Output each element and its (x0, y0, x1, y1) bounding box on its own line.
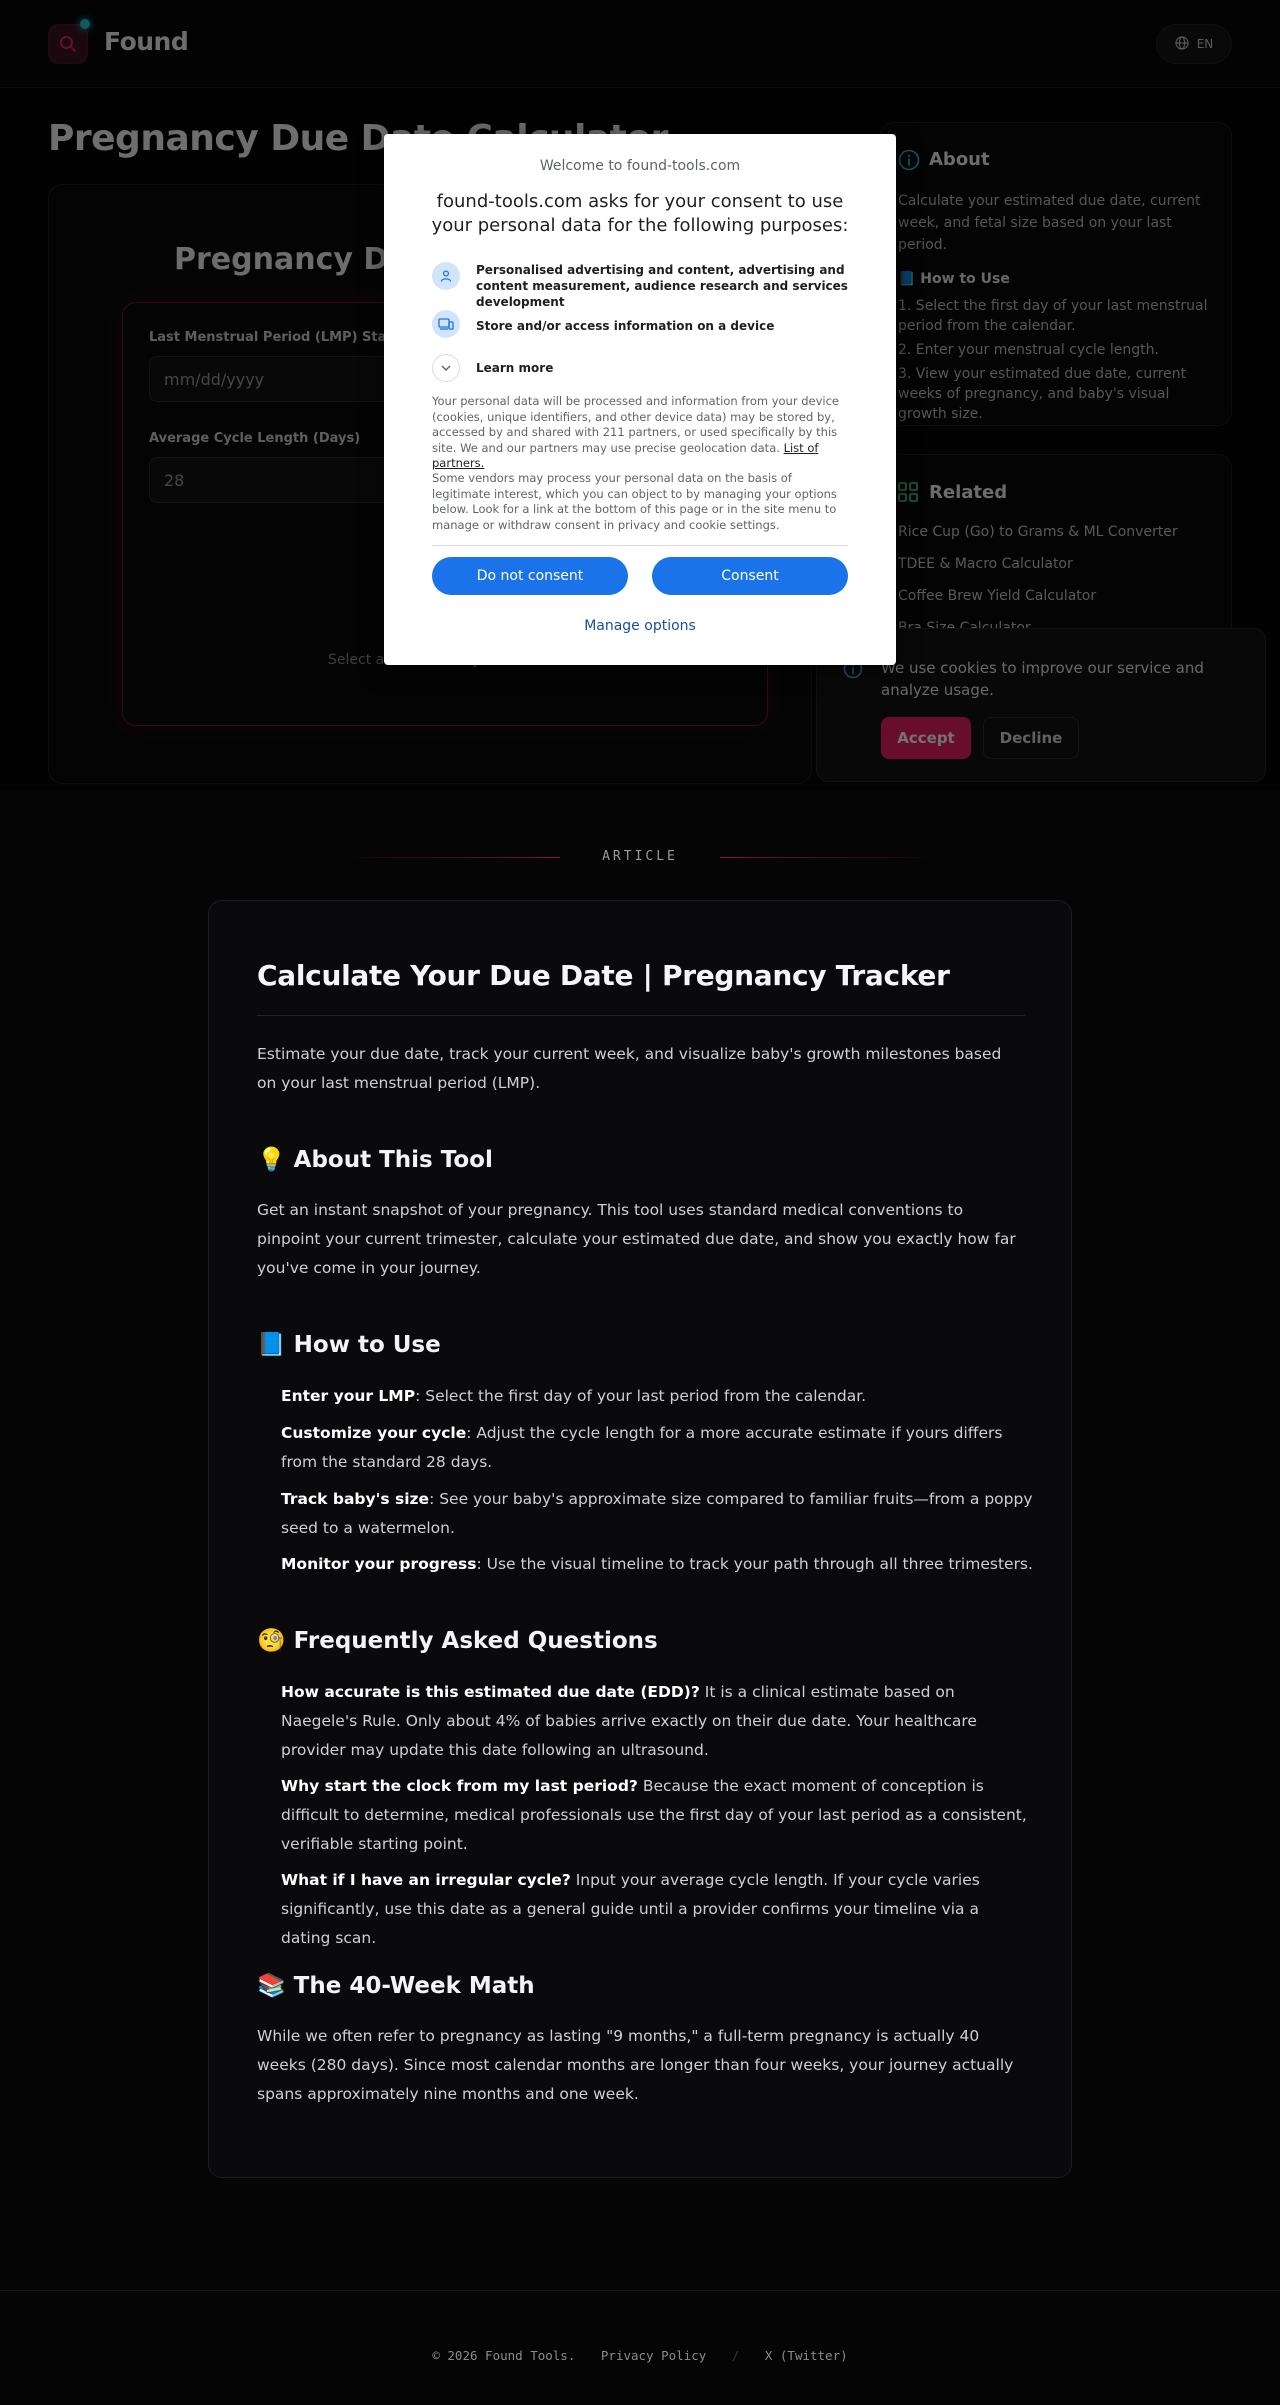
article-title: Calculate Your Due Date | Pregnancy Tracker (257, 959, 950, 992)
person-icon (432, 262, 460, 290)
chevron-down-icon[interactable] (432, 354, 460, 382)
purpose-advertising: Personalised advertising and content, advertising and content measurement, audience research and services development (476, 263, 848, 309)
manage-options-link[interactable]: Manage options (584, 618, 696, 634)
footer-separator: / (731, 2348, 740, 2363)
consent-headline: found-tools.com asks for your consent to use your personal data for the following purposes: (431, 191, 849, 236)
article-section-label: ARTICLE (602, 849, 678, 864)
faq-item-accuracy: How accurate is this estimated due date (EDD)? It is a clinical estimate based on Naegele's Rule. Only about 4% of babies arrive exactly on their due date. Your healthcare provider may update this date following an ultrasound. (281, 1683, 977, 1759)
consent-paragraph-1: Your personal data will be processed and information from your device (cookies, unique identifiers, and other device data) may be stored by, accessed by and shared with 211 partners, or used specifically by this site. We and our partners may use precise geolocation data. List of partners. (432, 394, 840, 470)
article-divider-left (340, 857, 560, 858)
twitter-link[interactable]: X (Twitter) (764, 2348, 848, 2363)
purpose-storage: Store and/or access information on a device (476, 319, 775, 333)
privacy-policy-link[interactable]: Privacy Policy (600, 2348, 707, 2363)
about-tool-text: Get an instant snapshot of your pregnancy. This tool uses standard medical conventions to pinpoint your current trimester, calculate your estimated due date, and show you exactly how far you've come in your journey. (257, 1201, 1016, 1277)
article-divider-right (720, 857, 940, 858)
device-icon (432, 310, 460, 338)
week-math-heading: 📚 The 40-Week Math (257, 1973, 535, 1999)
article-intro: Estimate your due date, track your current week, and visualize baby's growth milestones based on your last menstrual period (LMP). (257, 1045, 1002, 1092)
week-math-text: While we often refer to pregnancy as lasting "9 months," a full-term pregnancy is actually 40 weeks (280 days). Since most calendar months are longer than four weeks, your journey actually spans approximately nine months and one week. (257, 2027, 1014, 2103)
howto-item-size: Track baby's size: See your baby's approximate size compared to familiar fruits—from a poppy seed to a watermelon. (281, 1490, 1033, 1537)
consent-divider (432, 545, 848, 546)
partners-link[interactable]: List of partners. (432, 440, 819, 470)
consent-dialog (384, 134, 896, 665)
faq-item-last-period: Why start the clock from my last period? Because the exact moment of conception is difficult to determine, medical professionals use the first day of your last period as a consistent, verifiable starting point. (281, 1777, 1027, 1853)
howto-item-lmp: Enter your LMP: Select the first day of your last period from the calendar. (281, 1387, 867, 1405)
howto-item-cycle: Customize your cycle: Adjust the cycle length for a more accurate estimate if yours differs from the standard 28 days. (281, 1424, 1003, 1471)
footer-copyright: © 2026 Found Tools. (432, 2348, 576, 2363)
consent-paragraph-2: Some vendors may process your personal data on the basis of legitimate interest, which you can object to by managing your options below. Look for a link at the bottom of this page or in the site menu to manage or withdraw consent in privacy and cookie settings. (432, 471, 837, 532)
consent-button[interactable]: Consent (652, 557, 848, 595)
how-to-use-heading: 📘 How to Use (257, 1332, 441, 1358)
consent-welcome: Welcome to found-tools.com (539, 158, 741, 174)
article-title-rule (257, 1015, 1025, 1016)
site-footer (0, 2290, 1280, 2405)
do-not-consent-button[interactable]: Do not consent (432, 557, 628, 595)
about-tool-heading: 💡 About This Tool (257, 1147, 493, 1173)
faq-item-irregular: What if I have an irregular cycle? Input your average cycle length. If your cycle varies significantly, use this date as a general guide until a provider confirms your timeline via a dating scan. (281, 1871, 980, 1947)
learn-more-link[interactable]: Learn more (476, 361, 554, 375)
faq-heading: 🧐 Frequently Asked Questions (257, 1628, 658, 1654)
article-card (208, 900, 1072, 2178)
howto-item-progress: Monitor your progress: Use the visual timeline to track your path through all three trimesters. (281, 1555, 1033, 1573)
